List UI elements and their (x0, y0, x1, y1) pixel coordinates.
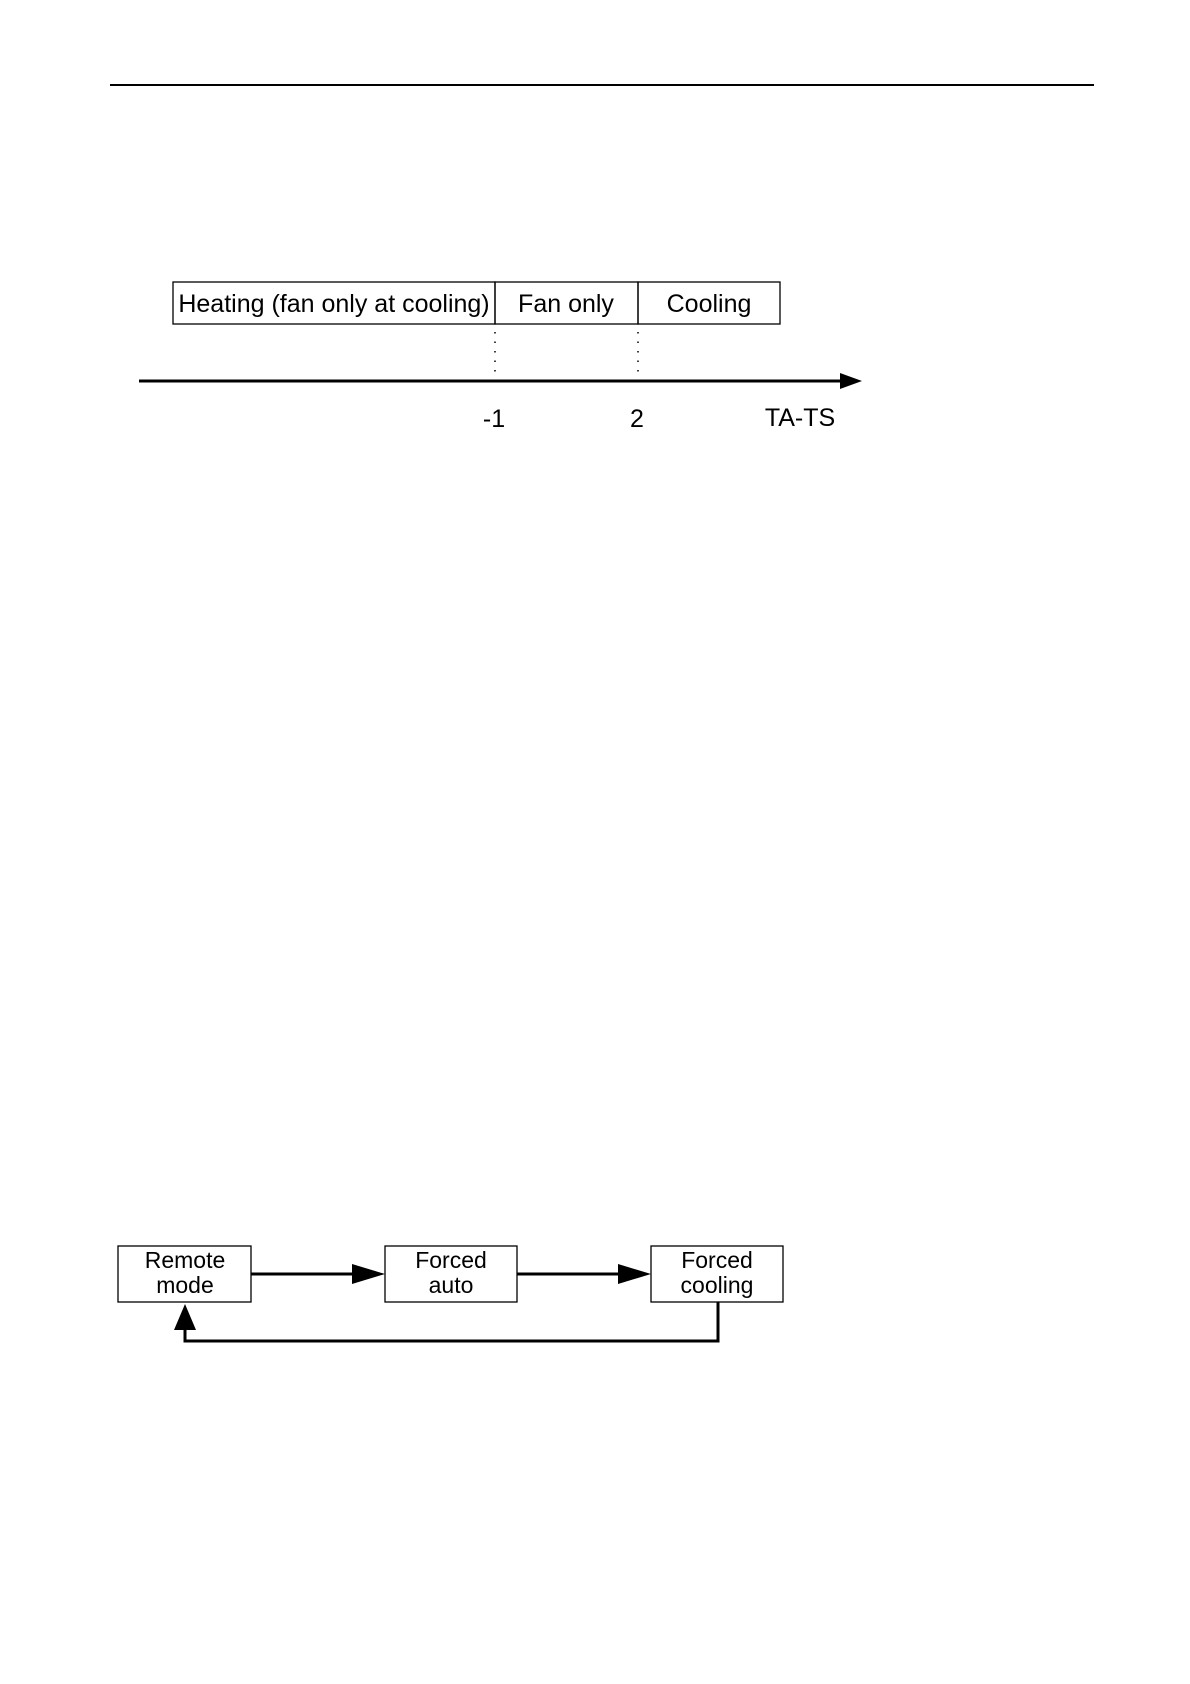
flow-arrowhead-up-icon (174, 1304, 196, 1330)
node-remote-mode-line1: Remote (144, 1247, 226, 1273)
node-forced-auto-line2: auto (428, 1272, 474, 1298)
threshold-label-2: 2 (630, 405, 644, 433)
axis-label: TA-TS (764, 404, 836, 432)
flow-arrow-cooling-to-remote (185, 1302, 718, 1341)
axis-arrowhead-icon (840, 373, 862, 389)
mode-diagram (139, 282, 862, 433)
mode-band-heating-label: Heating (fan only at cooling) (178, 290, 490, 318)
node-remote-mode-line2: mode (156, 1272, 214, 1298)
node-forced-cooling (651, 1246, 783, 1302)
mode-band-heating (173, 282, 495, 324)
threshold-label-minus1: -1 (482, 405, 506, 433)
mode-band-fan-only (495, 282, 638, 324)
node-remote-mode (118, 1246, 251, 1302)
node-forced-auto (385, 1246, 517, 1302)
cycle-diagram (118, 1246, 783, 1341)
node-forced-auto-line1: Forced (415, 1247, 487, 1273)
flow-arrowhead-icon (352, 1264, 385, 1284)
mode-band-fan-only-label: Fan only (518, 290, 614, 318)
node-forced-cooling-line2: cooling (680, 1272, 754, 1298)
node-forced-cooling-line1: Forced (681, 1247, 753, 1273)
mode-band-cooling (638, 282, 780, 324)
flow-arrowhead-icon (618, 1264, 651, 1284)
mode-band-cooling-label: Cooling (666, 290, 752, 318)
